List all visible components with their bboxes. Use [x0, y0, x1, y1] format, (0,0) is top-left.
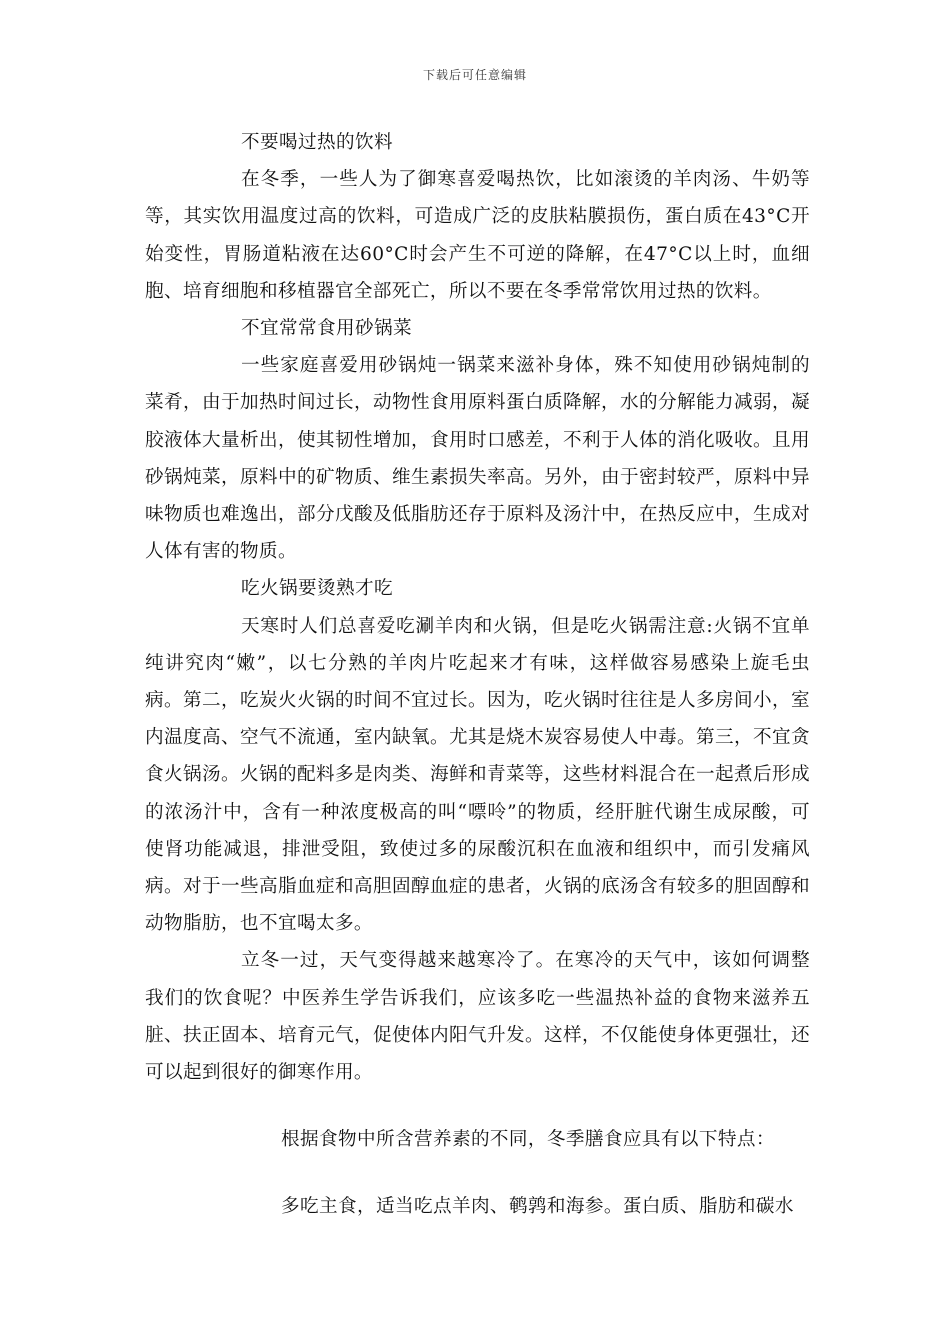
- document-body: [145, 124, 810, 1226]
- closing-paragraph: 立冬一过，天气变得越来越寒冷了。在寒冷的天气中，该如何调整我们的饮食呢？中医养生学告诉我们，应该多吃一些温热补益的食物来滋养五脏、扶正固本、培育元气，促使体内阳气升发。这样，不仅能使身体更强壮，还可以起到很好的御寒作用。: [145, 950, 810, 1084]
- section-body-hot-drinks: 在冬季，一些人为了御寒喜爱喝热饮，比如滚烫的羊肉汤、牛奶等等，其实饮用温度过高的饮料，可造成广泛的皮肤粘膜损伤，蛋白质在43°C开始变性，胃肠道粘液在达60°C时会产生不可逆的降解，在47°C以上时，血细胞、培育细胞和移植器官全部死亡，所以不要在冬季常常饮用过热的饮料。: [145, 169, 810, 302]
- section-title-hot-drinks: 不要喝过热的饮料: [241, 132, 393, 153]
- section-body-casserole: 一些家庭喜爱用砂锅炖一锅菜来滋补身体，殊不知使用砂锅炖制的菜肴，由于加热时间过长，动物性食用原料蛋白质降解，水的分解能力减弱，凝胶液体大量析出，使其韧性增加，食用时口感差，不利于人体的消化吸收。且用砂锅炖菜，原料中的矿物质、维生素损失率高。另外，由于密封较严，原料中异味物质也难逸出，部分戊酸及低脂肪还存于原料及汤汁中，在热反应中，生成对人体有害的物质。: [145, 355, 810, 563]
- features-intro: 根据食物中所含营养素的不同，冬季膳食应具有以下特点：: [281, 1129, 775, 1151]
- section-title-hotpot: 吃火锅要烫熟才吃: [241, 578, 393, 600]
- section-title-casserole: 不宜常常食用砂锅菜: [241, 318, 412, 340]
- features-first-item: 多吃主食，适当吃点羊肉、鹌鹑和海参。蛋白质、脂肪和碳水: [281, 1196, 794, 1218]
- section-body-hotpot: 天寒时人们总喜爱吃涮羊肉和火锅，但是吃火锅需注意:火锅不宜单纯讲究肉“嫩”，以七分熟的羊肉片吃起来才有味，这样做容易感染上旋毛虫病。第二，吃炭火火锅的时间不宜过长。因为，吃火锅时往往是人多房间小，室内温度高、空气不流通，室内缺氧。尤其是烧木炭容易使人中毒。第三，不宜贪食火锅汤。火锅的配料多是肉类、海鲜和青菜等，这些材料混合在一起煮后形成的浓汤汁中，含有一种浓度极高的叫“嘌呤”的物质，经肝脏代谢生成尿酸，可使肾功能减退，排泄受阻，致使过多的尿酸沉积在血液和组织中，而引发痛风病。对于一些高脂血症和高胆固醇血症的患者，火锅的底汤含有较多的胆固醇和动物脂肪，也不宜喝太多。: [145, 615, 810, 935]
- header-note: 下载后可任意编辑: [422, 68, 527, 82]
